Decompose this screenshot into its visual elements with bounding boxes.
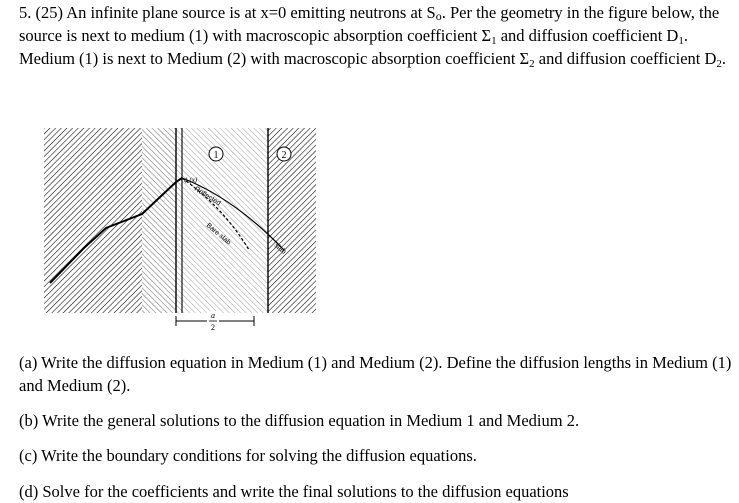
medium-1-region — [142, 128, 176, 313]
dimension-denominator: 2 — [211, 323, 215, 332]
problem-statement: 5. (25) An infinite plane source is at x=0 emitting neutrons at $S_o$. Per the geometry in the figure below, the source is next to medium (1) with macroscopic absorption coefficient $\Sigma_1$ and diffusion coefficient $D_1$. Medium (1) is next to Medium (2) with macroscopic absorption coefficient $\Sigma_2$ and diffusion coefficient $D_2$. — [19, 3, 727, 70]
medium-1-label: 1 — [213, 150, 219, 161]
slab-label: slab — [272, 242, 288, 256]
dimension-numerator: a — [211, 311, 215, 320]
question-a: (a) Write the diffusion equation in Medium (1) and Medium (2). Define the diffusion lengths in Medium (1) and Medium (2). — [19, 353, 732, 395]
question-b: (b) Write the general solutions to the diffusion equation in Medium 1 and Medium 2. — [19, 411, 580, 430]
question-c: (c) Write the boundary conditions for solving the diffusion equations. — [19, 446, 477, 465]
bare-slab-label: Bare slab — [204, 222, 232, 247]
question-d: (d) Solve for the coefficients and write the final solutions to the diffusion equations — [19, 482, 569, 501]
medium-2-label: 2 — [281, 150, 287, 161]
slab-geometry-figure — [44, 128, 316, 338]
phi-label: ϕ (x) — [184, 176, 198, 184]
reflected-label: Reflected — [192, 185, 222, 208]
medium-2-region — [268, 128, 316, 313]
